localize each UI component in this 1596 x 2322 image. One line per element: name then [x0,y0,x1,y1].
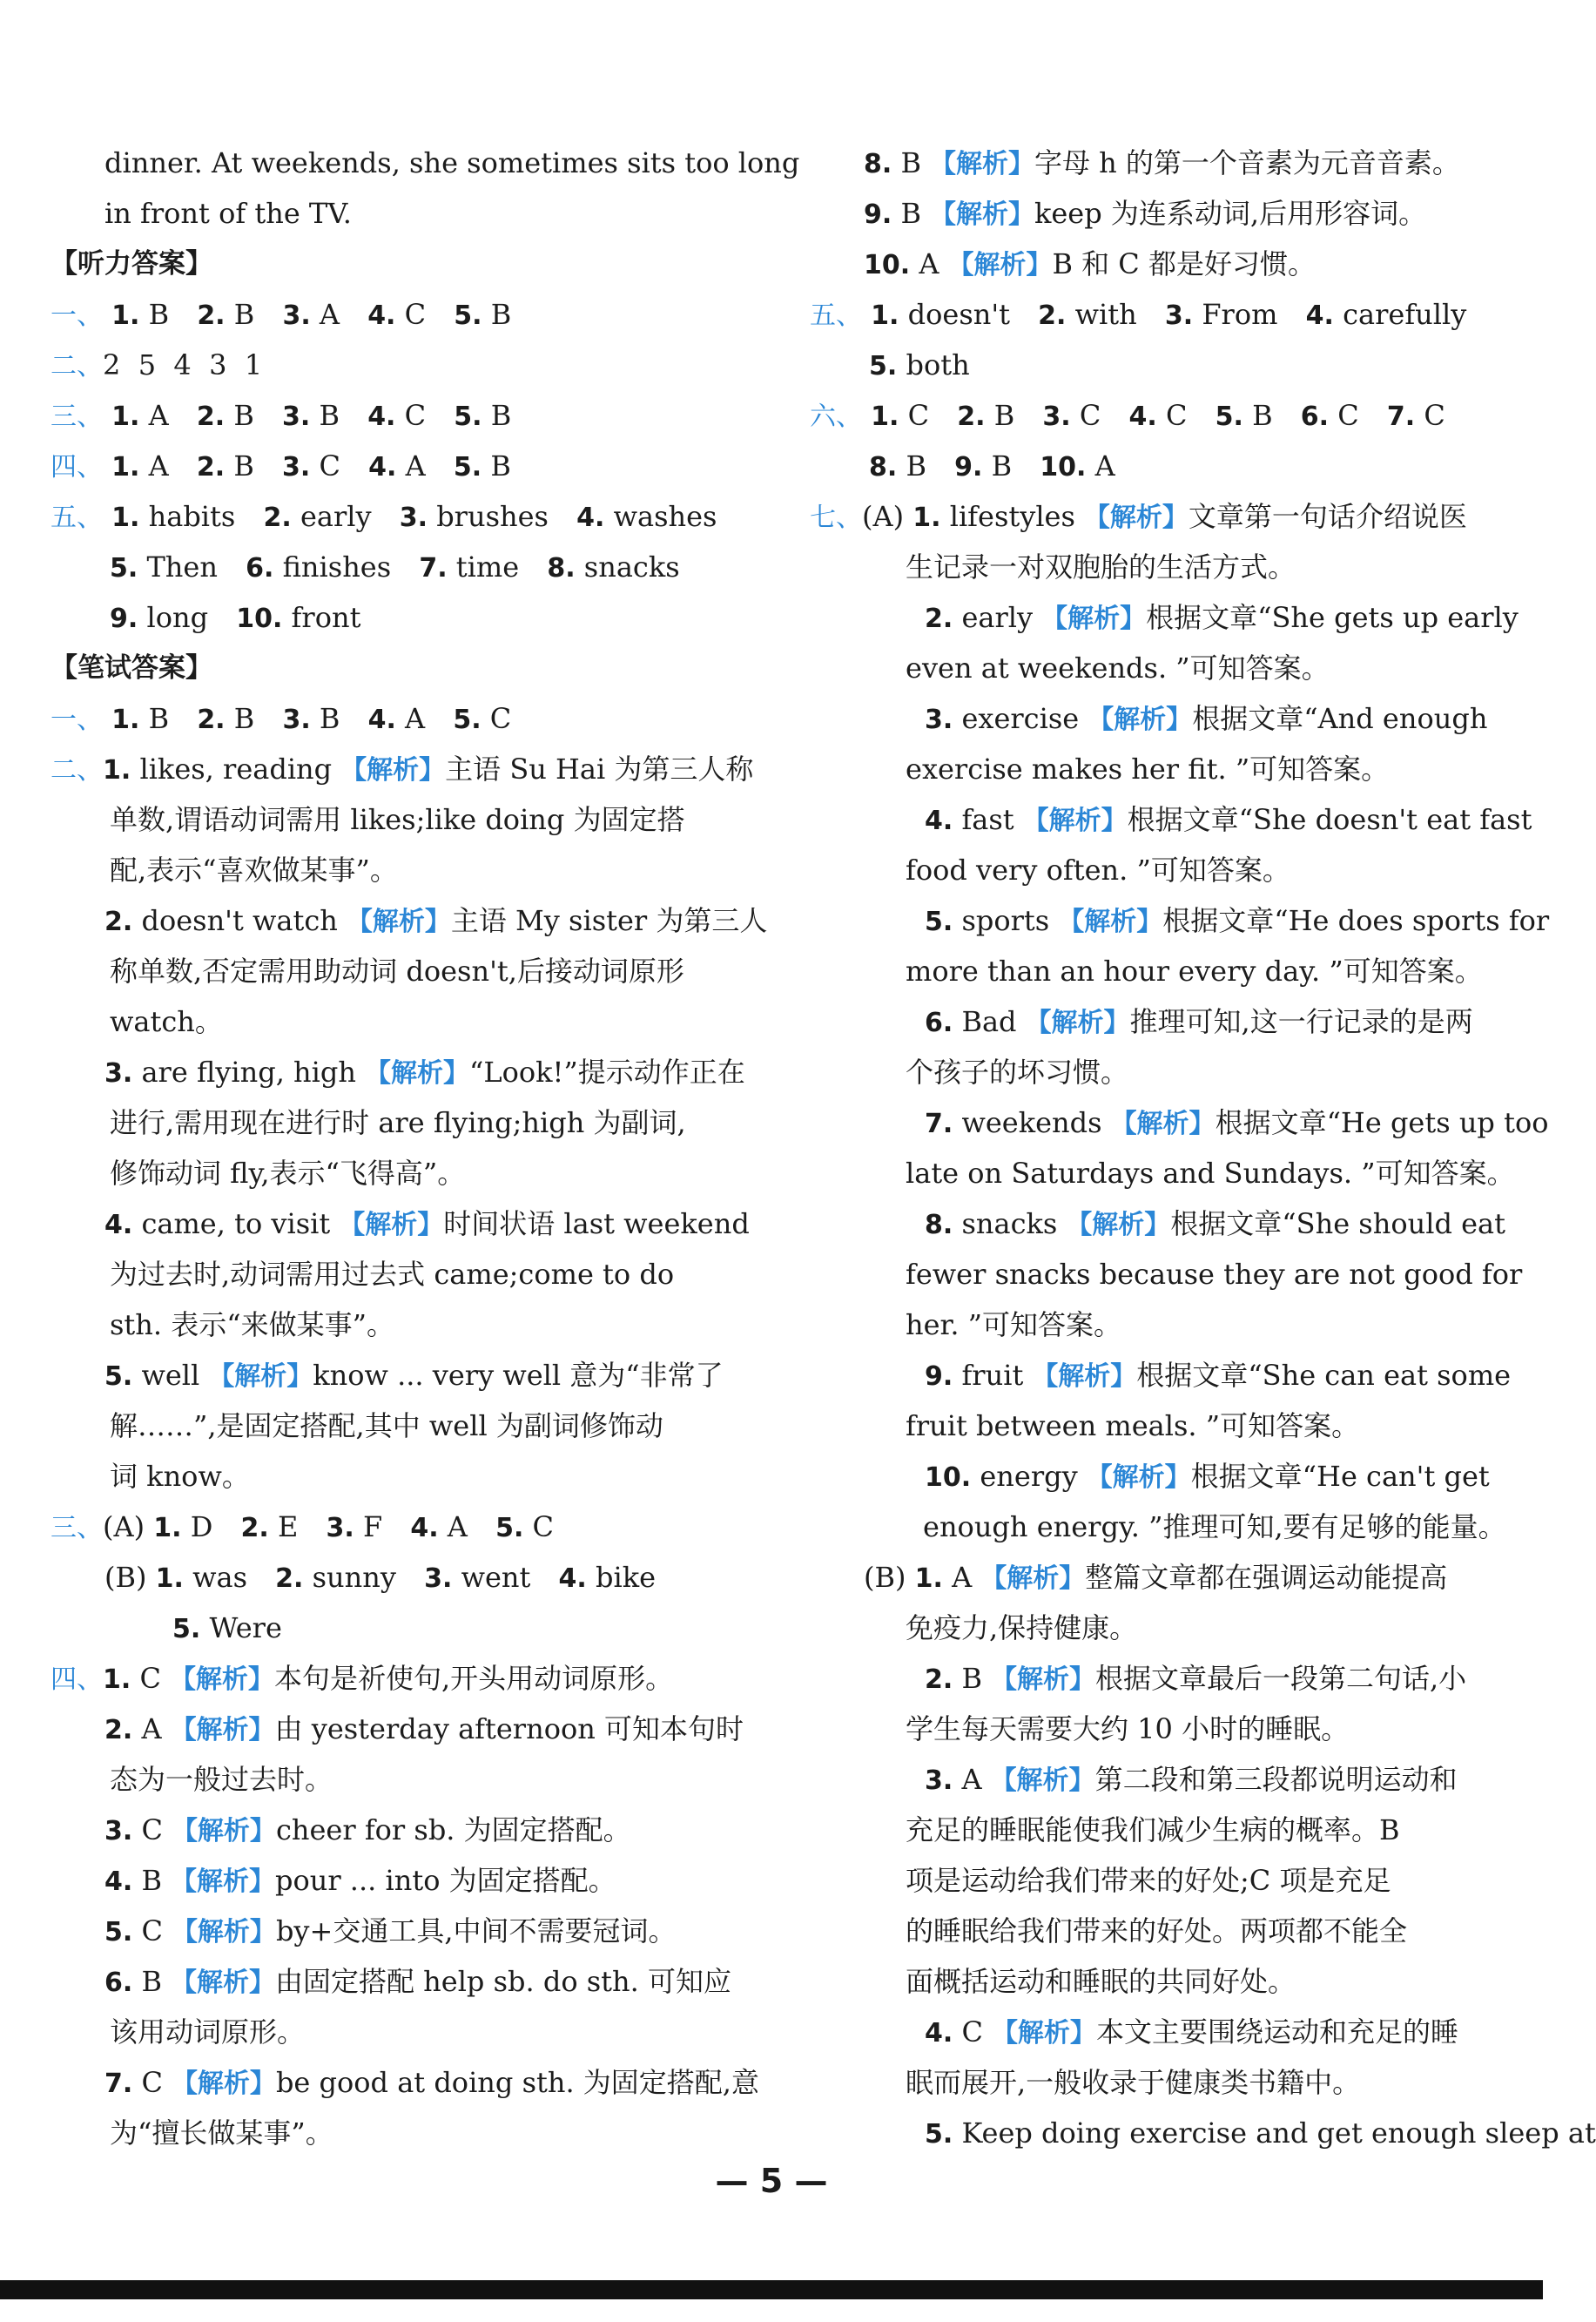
written-7-a-q2: 2. early 【解析】根据文章“She gets up early [925,601,1519,634]
written-6-row-2: 8. B 9. B 10. A [869,449,1115,483]
written-3-b-cont: 5. Were [172,1611,282,1644]
written-4-q3: 3. C 【解析】cheer for sb. 为固定搭配。 [104,1813,631,1846]
listening-section-1: 一、 1. B 2. B 3. A 4. C 5. B [51,298,512,331]
written-2-q4: 4. came, to visit 【解析】时间状语 last weekend [104,1207,750,1240]
written-7-b-q3-cont: 项是运动给我们带来的好处;C 项是充足 [906,1864,1391,1897]
written-7-a-q8: 8. snacks 【解析】根据文章“She should eat [925,1207,1505,1240]
listening-section-4: 四、 1. A 2. B 3. C 4. A 5. B [51,449,511,483]
written-7-b-q1-cont: 免疫力,保持健康。 [906,1611,1138,1644]
page-number: — 5 — [715,2162,828,2200]
written-7-a-q1: 七、(A) 1. lifestyles 【解析】文章第一句话介绍说医 [810,500,1467,533]
written-7-a-q7: 7. weekends 【解析】根据文章“He gets up too [925,1106,1549,1139]
written-section-1: 一、 1. B 2. B 3. B 4. A 5. C [51,702,512,735]
listening-answers-heading: 【听力答案】 [51,248,212,280]
written-4-q2: 2. A 【解析】由 yesterday afternoon 可知本句时 [104,1712,744,1745]
written-2-q5-cont: 词 know。 [110,1460,250,1493]
written-7-b-q5: 5. Keep doing exercise and get enough sleep at [925,2116,1596,2150]
right-column [810,138,1596,2158]
listening-section-3: 三、 1. A 2. B 3. B 4. C 5. B [51,399,512,432]
written-7-a-q5: 5. sports 【解析】根据文章“He does sports for [925,904,1550,937]
written-2-q2-cont: 称单数,否定需用助动词 doesn't,后接动词原形 [110,955,684,988]
written-2-q1-cont: 单数,谓语动词需用 likes;like doing 为固定搭 [110,803,685,836]
written-7-a-q4-cont: food very often. ”可知答案。 [906,854,1290,887]
written-7-b-q2: 2. B 【解析】根据文章最后一段第二句话,小 [925,1662,1467,1695]
written-7-a-q2-cont: even at weekends. ”可知答案。 [906,651,1330,685]
written-2-q3: 3. are flying, high 【解析】“Look!”提示动作正在 [104,1056,745,1089]
intro-line-2: in front of the TV. [104,197,352,230]
written-7-a-q1-cont: 生记录一对双胞胎的生活方式。 [906,550,1296,584]
written-4-q9: 9. B 【解析】keep 为连系动词,后用形容词。 [864,197,1427,230]
written-4-q5: 5. C 【解析】by+交通工具,中间不需要冠词。 [104,1914,677,1947]
written-2-q1: 二、1. likes, reading 【解析】主语 Su Hai 为第三人称 [51,753,754,786]
written-7-b-q3-cont: 的睡眠给我们带来的好处。两项都不能全 [906,1914,1408,1947]
written-5-row-2: 5. both [869,348,970,381]
written-3-a: 三、(A) 1. D 2. E 3. F 4. A 5. C [51,1510,555,1543]
written-7-b-q4-cont: 眠而展开,一般收录于健康类书籍中。 [906,2066,1361,2099]
written-4-q2-cont: 态为一般过去时。 [110,1763,333,1796]
written-7-a-q10-cont: enough energy. ”推理可知,要有足够的能量。 [923,1510,1506,1543]
written-4-q7: 7. C 【解析】be good at doing sth. 为固定搭配,意 [104,2066,759,2099]
written-7-b-q3: 3. A 【解析】第二段和第三段都说明运动和 [925,1763,1458,1796]
listening-section-5-row-2: 5. Then 6. finishes 7. time 8. snacks [110,550,680,584]
written-3-b: (B) 1. was 2. sunny 3. went 4. bike [104,1561,657,1594]
written-4-q7-cont: 为“擅长做某事”。 [110,2116,333,2150]
written-7-a-q5-cont: more than an hour every day. ”可知答案。 [906,955,1483,988]
written-7-b-q2-cont: 学生每天需要大约 10 小时的睡眠。 [906,1712,1350,1745]
written-4-q8: 8. B 【解析】字母 h 的第一个音素为元音音素。 [864,146,1460,179]
written-7-a-q6: 6. Bad 【解析】推理可知,这一行记录的是两 [925,1005,1473,1038]
written-4-q10: 10. A 【解析】B 和 C 都是好习惯。 [864,247,1316,280]
written-2-q4-cont: sth. 表示“来做某事”。 [110,1308,394,1341]
listening-section-5-row-1: 五、 1. habits 2. early 3. brushes 4. washes [51,500,717,533]
written-7-a-q3-cont: exercise makes her fit. ”可知答案。 [906,753,1390,786]
written-7-a-q8-cont: her. ”可知答案。 [906,1308,1122,1341]
left-column [51,138,800,2158]
listening-section-2: 二、2 5 4 3 1 [51,348,263,381]
written-2-q2: 2. doesn't watch 【解析】主语 My sister 为第三人 [104,904,768,937]
written-4-q1: 四、1. C 【解析】本句是祈使句,开头用动词原形。 [51,1662,674,1695]
written-6-row-1: 六、 1. C 2. B 3. C 4. C 5. B 6. C 7. C [810,399,1445,432]
written-7-a-q9: 9. fruit 【解析】根据文章“She can eat some [925,1359,1512,1392]
written-2-q2-cont: watch。 [110,1005,223,1038]
written-7-a-q4: 4. fast 【解析】根据文章“She doesn't eat fast [925,803,1532,836]
written-2-q1-cont: 配,表示“喜欢做某事”。 [110,854,398,887]
written-7-a-q9-cont: fruit between meals. ”可知答案。 [906,1409,1360,1442]
intro-line-1: dinner. At weekends, she sometimes sits too long [104,146,800,179]
written-7-a-q3: 3. exercise 【解析】根据文章“And enough [925,702,1488,735]
written-7-b-q4: 4. C 【解析】本文主要围绕运动和充足的睡 [925,2015,1458,2049]
written-2-q3-cont: 进行,需用现在进行时 are flying;high 为副词, [110,1106,686,1139]
written-7-b-q3-cont: 充足的睡眠能使我们减少生病的概率。B [906,1813,1400,1846]
written-7-a-q7-cont: late on Saturdays and Sundays. ”可知答案。 [906,1157,1515,1190]
written-7-a-q6-cont: 个孩子的坏习惯。 [906,1056,1129,1089]
written-7-a-q10: 10. energy 【解析】根据文章“He can't get [925,1460,1490,1493]
written-4-q6-cont: 该用动词原形。 [110,2015,306,2049]
written-4-q6: 6. B 【解析】由固定搭配 help sb. do sth. 可知应 [104,1965,731,1998]
written-7-a-q8-cont: fewer snacks because they are not good for [906,1258,1523,1291]
listening-section-5-row-3: 9. long 10. front [110,601,361,634]
written-2-q5: 5. well 【解析】know ... very well 意为“非常了 [104,1359,724,1392]
written-7-b-q3-cont: 面概括运动和睡眠的共同好处。 [906,1965,1296,1998]
written-4-q4: 4. B 【解析】pour ... into 为固定搭配。 [104,1864,616,1897]
written-7-b-q1: (B) 1. A 【解析】整篇文章都在强调运动能提高 [864,1561,1448,1594]
written-2-q5-cont: 解……”,是固定搭配,其中 well 为副词修饰动 [110,1409,663,1442]
written-2-q3-cont: 修饰动词 fly,表示“飞得高”。 [110,1157,466,1190]
written-5-row-1: 五、 1. doesn't 2. with 3. From 4. carefully [810,298,1467,331]
written-2-q4-cont: 为过去时,动词需用过去式 came;come to do [110,1258,675,1291]
written-answers-heading: 【笔试答案】 [51,652,212,684]
bottom-edge-bar [0,2280,1543,2299]
